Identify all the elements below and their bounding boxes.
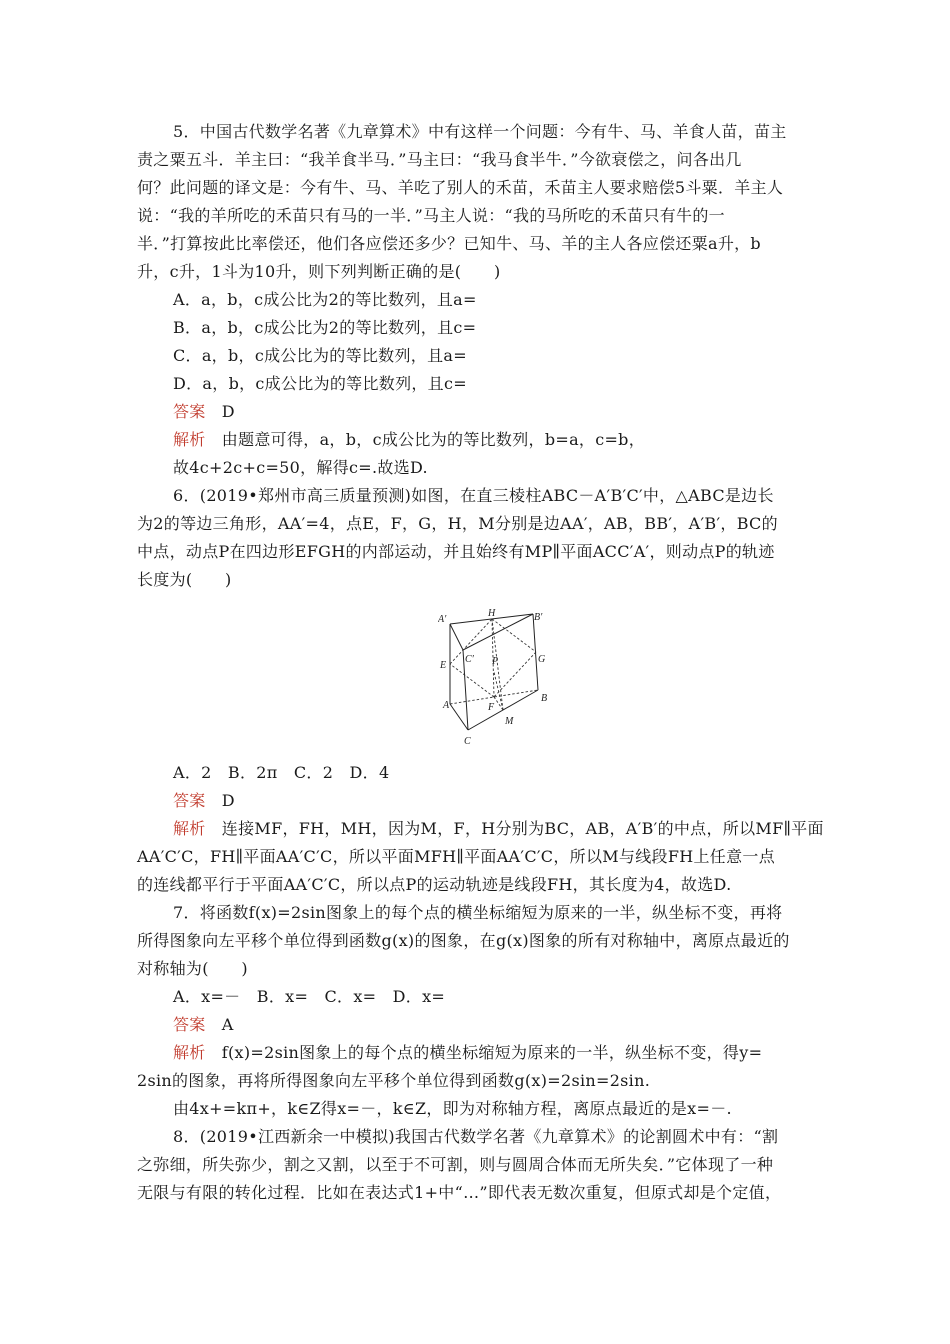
q8-line-1: 8．(2019•江西新余一中模拟)我国古代数学名著《九章算术》的论割圆术中有：“割 (173, 1127, 779, 1146)
q5-answer-value: D (221, 402, 235, 421)
q6-analysis-label: 解析 (173, 819, 206, 838)
label-f: F (488, 702, 495, 713)
q5-line-2: 责之粟五斗．羊主曰：“我羊食半马．”马主曰：“我马食半牛．”今欲衰偿之，问各出几 (137, 150, 742, 169)
q7-line-1: 7．将函数f(x)=2sin图象上的每个点的横坐标缩短为原来的一半，纵坐标不变，再将 (173, 903, 783, 922)
q6-analysis-line-3: 的连线都平行于平面AA′C′C，所以点P的运动轨迹是线段FH，其长度为4，故选D. (137, 875, 732, 894)
q5-analysis-line-2: 故4c+2c+c=50，解得c=.故选D. (173, 458, 428, 477)
q7-answer (173, 1011, 234, 1039)
q5-option-d: D．a，b，c成公比为的等比数列，且c= (173, 374, 467, 393)
q5-answer-label: 答案 (173, 402, 206, 421)
label-c: C (464, 736, 471, 747)
q6-line-4: 长度为( ) (137, 570, 232, 589)
label-m: M (505, 716, 514, 727)
label-p: P (492, 656, 499, 667)
q5-option-a: A．a，b，c成公比为2的等比数列，且a= (173, 290, 477, 309)
q8-line-2: 之弥细，所失弥少，割之又割，以至于不可割，则与圆周合体而无所失矣．”它体现了一种 (137, 1155, 774, 1174)
label-c-prime: C′ (465, 654, 474, 665)
q6-answer-label: 答案 (173, 791, 206, 810)
q6-analysis-line-2: AA′C′C，FH∥平面AA′C′C，所以平面MFH∥平面AA′C′C，所以M与线段FH上任意一点 (137, 847, 775, 866)
q6-options: A．2 B．2π C．2 D．4 (173, 763, 390, 782)
q5-option-b: B．a，b，c成公比为2的等比数列，且c= (173, 318, 477, 337)
q7-line-3: 对称轴为( ) (137, 959, 248, 978)
q6-line-1: 6．(2019•郑州市高三质量预测)如图，在直三棱柱ABC－A′B′C′中，△ABC是边长 (173, 486, 774, 505)
q5-option-c: C．a，b，c成公比为的等比数列，且a= (173, 346, 467, 365)
q5-line-3: 何？此问题的译文是：今有牛、马、羊吃了别人的禾苗，禾苗主人要求赔偿5斗粟．羊主人 (137, 178, 784, 197)
q7-analysis (173, 1039, 762, 1067)
q5-analysis (173, 426, 645, 454)
q6-analysis-line-1: 连接MF，FH，MH，因为M，F，H分别为BC，AB，A′B′的中点，所以MF∥平面 (221, 819, 824, 838)
q7-analysis-label: 解析 (173, 1043, 206, 1062)
q5-analysis-line-1: 由题意可得，a，b，c成公比为的等比数列，b=a，c=b， (221, 430, 646, 449)
q5-line-5: 半．”打算按此比率偿还，他们各应偿还多少？已知牛、马、羊的主人各应偿还粟a升，b (137, 234, 761, 253)
q7-answer-value: A (221, 1015, 234, 1034)
prism-figure (438, 606, 558, 750)
q6-analysis (173, 815, 824, 843)
label-b: B (541, 693, 548, 704)
q7-answer-label: 答案 (173, 1015, 206, 1034)
label-h: H (488, 608, 496, 619)
label-e: E (440, 660, 447, 671)
q5-line-6: 升，c升，1斗为10升，则下列判断正确的是( ) (137, 262, 501, 281)
label-a-prime: A′ (438, 614, 447, 625)
q7-options: A．x=－ B．x= C．x= D．x= (173, 987, 446, 1006)
q6-answer (173, 787, 235, 815)
q5-line-1: 5．中国古代数学名著《九章算术》中有这样一个问题：今有牛、马、羊食人苗，苗主 (173, 122, 787, 141)
q6-line-2: 为2的等边三角形，AA′=4，点E，F，G，H，M分别是边AA′，AB，BB′，A′B′，BC的 (137, 514, 778, 533)
q7-analysis-line-2: 2sin的图象，再将所得图象向左平移个单位得到函数g(x)=2sin=2sin. (137, 1071, 651, 1090)
q5-analysis-label: 解析 (173, 430, 206, 449)
q6-line-3: 中点，动点P在四边形EFGH的内部运动，并且始终有MP∥平面ACC′A′，则动点P的轨迹 (137, 542, 775, 561)
q5-line-4: 说：“我的羊所吃的禾苗只有马的一半．”马主人说：“我的马所吃的禾苗只有牛的一 (137, 206, 725, 225)
q8-line-3: 无限与有限的转化过程．比如在表达式1+中“…”即代表无数次重复，但原式却是个定值， (137, 1183, 782, 1202)
prism-diagram (438, 606, 558, 750)
label-b-prime: B′ (534, 612, 543, 623)
q5-answer (173, 398, 235, 426)
label-g: G (538, 654, 546, 665)
q7-analysis-line-1: f(x)=2sin图象上的每个点的横坐标缩短为原来的一半，纵坐标不变，得y= (221, 1043, 763, 1062)
q6-answer-value: D (221, 791, 235, 810)
q7-line-2: 所得图象向左平移个单位得到函数g(x)的图象，在g(x)图象的所有对称轴中，离原点最近的 (137, 931, 790, 950)
label-a: A (443, 700, 450, 711)
q7-analysis-line-3: 由4x+=kπ+，k∈Z得x=－，k∈Z，即为对称轴方程，离原点最近的是x=－. (173, 1099, 732, 1118)
